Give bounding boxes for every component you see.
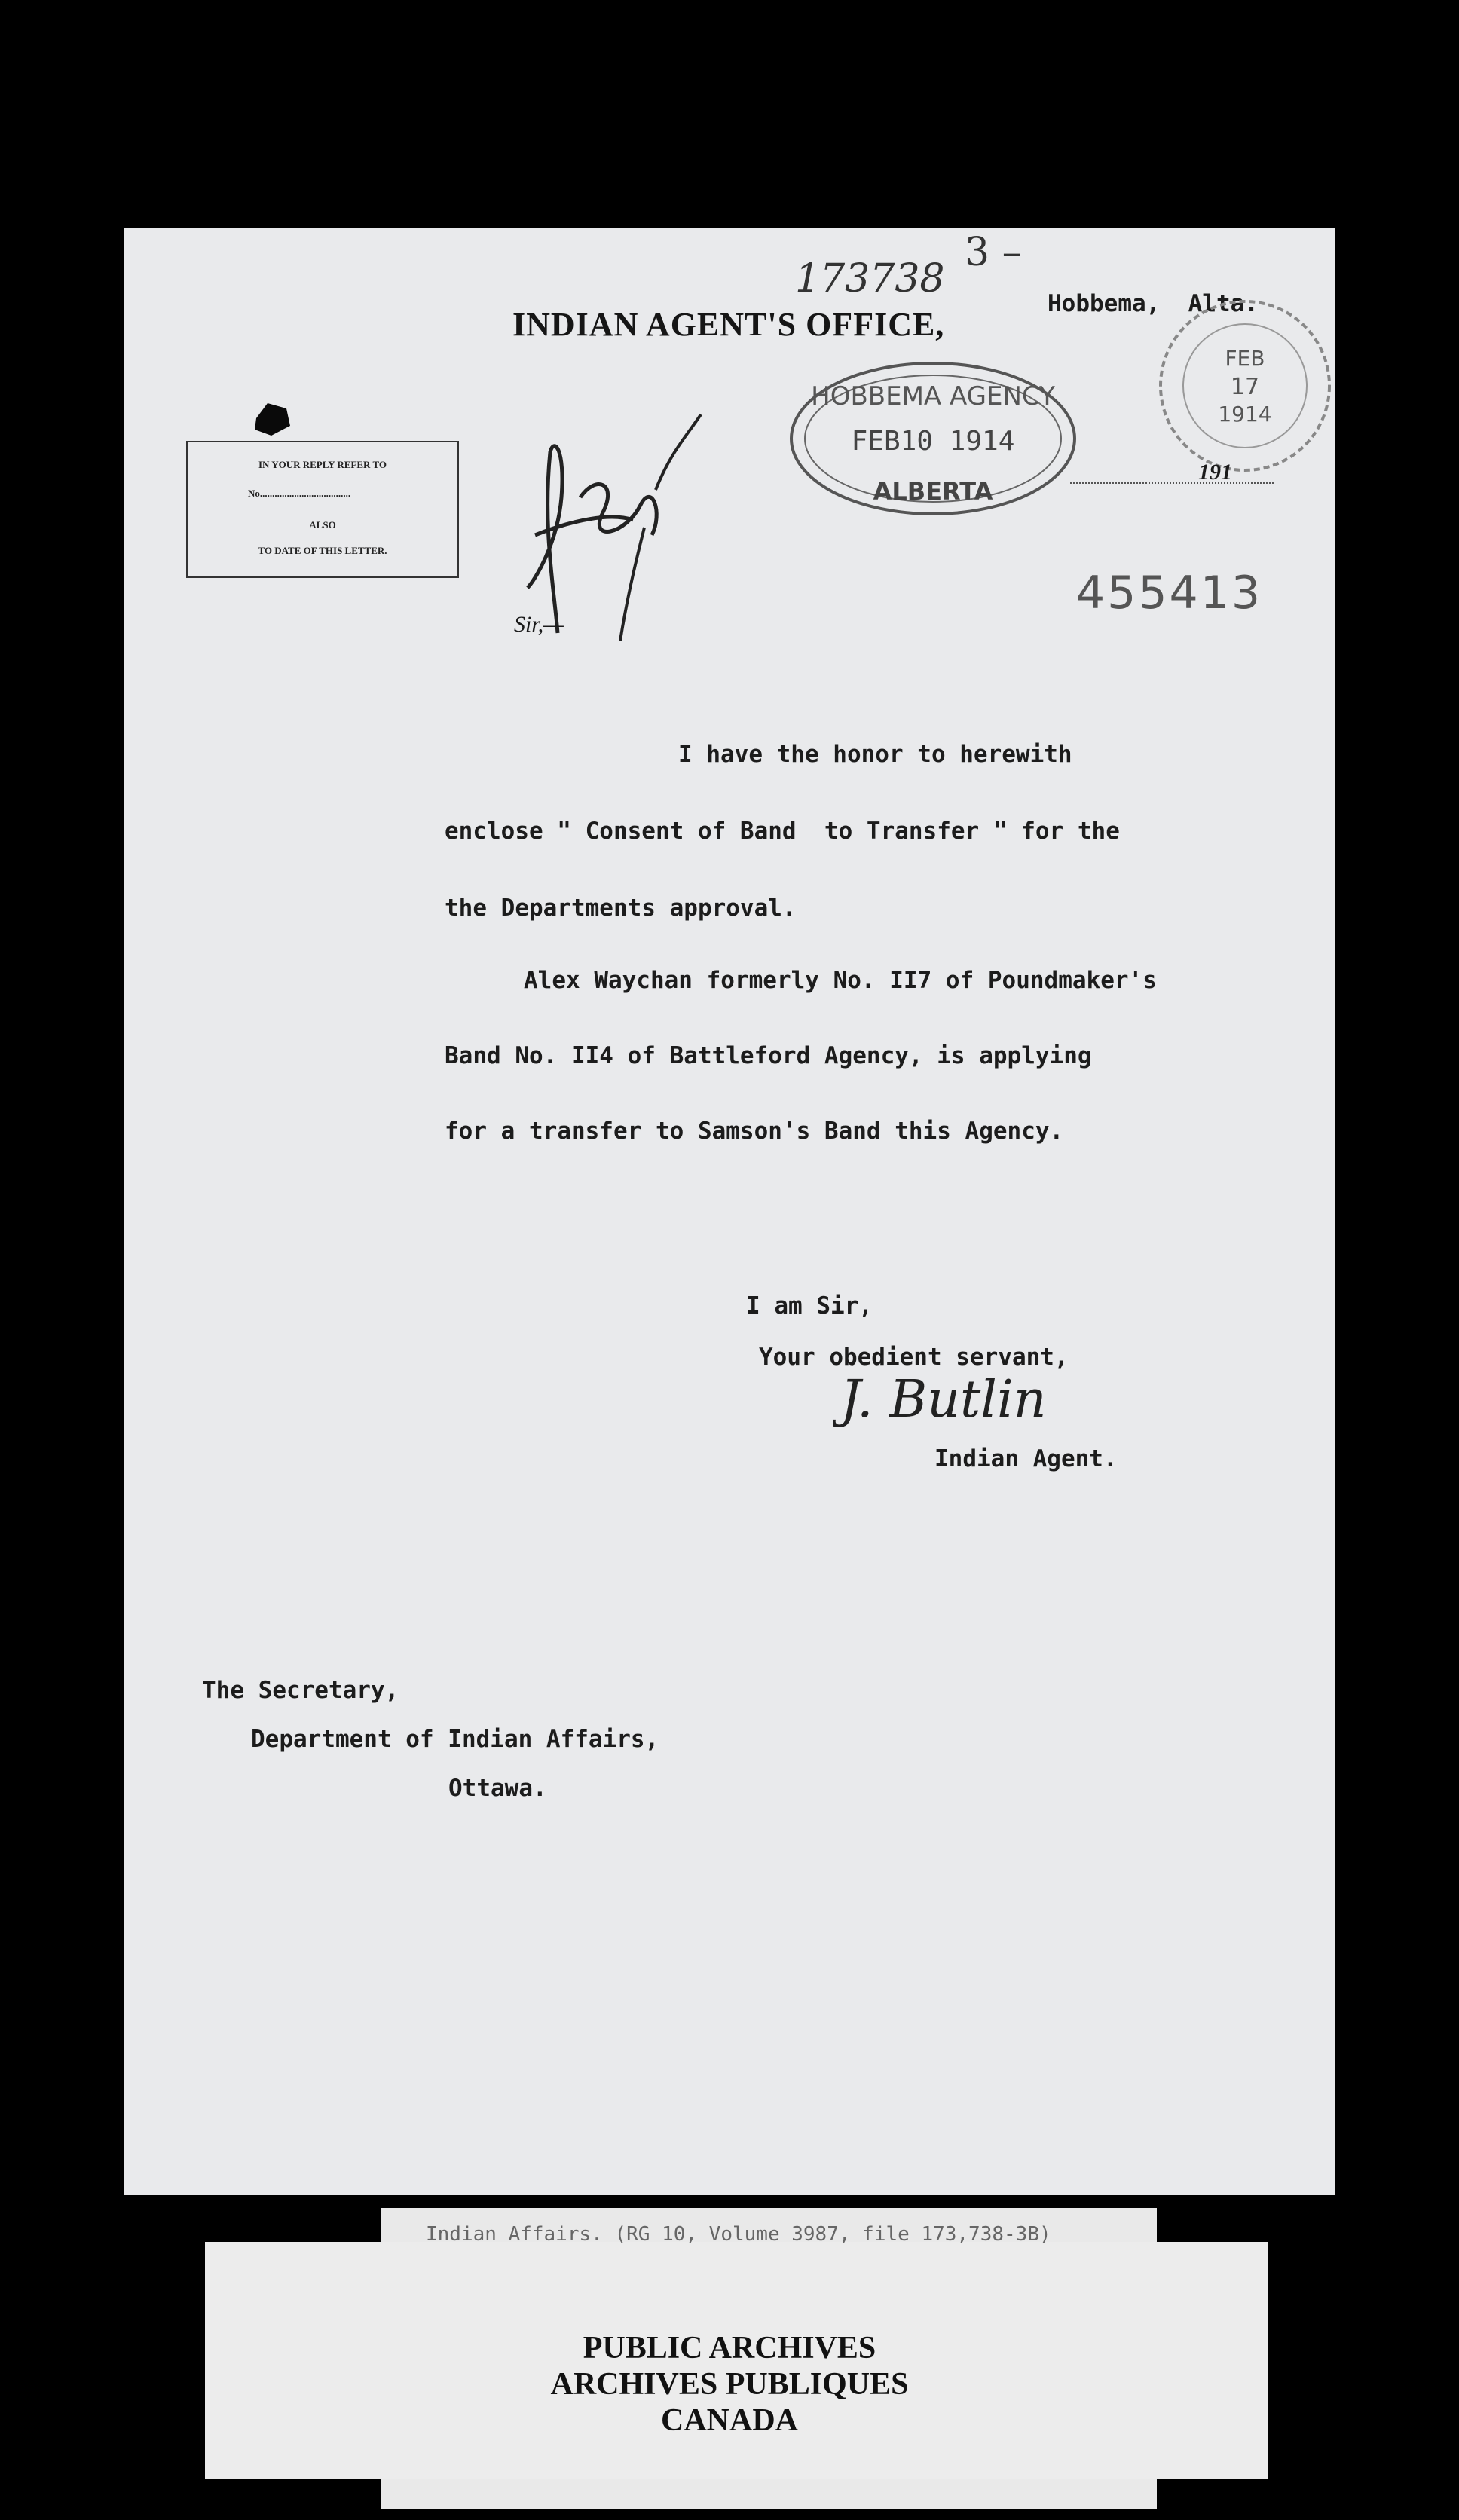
handwritten-signature xyxy=(833,1364,1157,1447)
svg-text:J. Butlin: J. Butlin xyxy=(840,1370,1047,1430)
reply-reference-box xyxy=(186,441,459,578)
stamp-received-day: 17 xyxy=(1230,374,1260,400)
body-line-1: I have the honor to herewith xyxy=(678,741,1072,768)
closing-line-2: Your obedient servant, xyxy=(759,1344,1069,1371)
reply-box-line-4: TO DATE OF THIS LETTER. xyxy=(258,545,387,556)
body-line-2: enclose " Consent of Band to Transfer " for the xyxy=(445,818,1120,845)
salutation: Sir,— xyxy=(514,612,564,637)
stamp-agency-bottom: ALBERTA xyxy=(873,477,993,506)
date-year-prefix: 191 xyxy=(1198,460,1232,485)
agency-date-stamp xyxy=(786,358,1080,520)
reply-box-line-2: No..................................... xyxy=(248,488,351,499)
archive-line-3: CANADA xyxy=(661,2403,798,2438)
closing-line-1: I am Sir, xyxy=(746,1292,873,1320)
body-line-3: the Departments approval. xyxy=(445,895,797,922)
address-line-3: Ottawa. xyxy=(448,1775,547,1802)
registry-number: 455413 xyxy=(1076,567,1263,619)
handwritten-initials xyxy=(512,407,716,641)
date-line xyxy=(1070,482,1274,484)
place-name: Hobbema, xyxy=(1048,290,1161,317)
body-line-5: Band No. II4 of Battleford Agency, is applying xyxy=(445,1042,1092,1069)
stamp-received-month: FEB xyxy=(1225,346,1265,371)
stamp-agency-date: FEB10 1914 xyxy=(851,426,1015,457)
handwritten-file-suffix: 3 – xyxy=(965,230,1022,275)
signer-title: Indian Agent. xyxy=(934,1445,1118,1473)
body-line-4: Alex Waychan formerly No. II7 of Poundmaker's xyxy=(524,967,1157,994)
province: Alta. xyxy=(1188,290,1259,317)
body-line-6: for a transfer to Samson's Band this Agency. xyxy=(445,1118,1064,1145)
address-line-2: Department of Indian Affairs, xyxy=(251,1726,659,1753)
office-title: INDIAN AGENT'S OFFICE, xyxy=(512,306,945,343)
reply-box-line-3: ALSO xyxy=(309,519,336,531)
reply-box-line-1: IN YOUR REPLY REFER TO xyxy=(258,459,387,470)
archive-line-1: PUBLIC ARCHIVES xyxy=(583,2331,876,2366)
stamp-received-year: 1914 xyxy=(1218,402,1272,427)
received-date-stamp xyxy=(1157,298,1334,475)
archive-line-2: ARCHIVES PUBLIQUES xyxy=(550,2367,909,2402)
handwritten-file-number: 173738 xyxy=(795,256,945,301)
archive-reference: Indian Affairs. (RG 10, Volume 3987, file 173,738-3B) xyxy=(426,2223,1051,2246)
address-line-1: The Secretary, xyxy=(202,1677,399,1704)
ink-blot xyxy=(249,399,294,437)
stamp-agency-top: HOBBEMA AGENCY xyxy=(811,381,1055,411)
